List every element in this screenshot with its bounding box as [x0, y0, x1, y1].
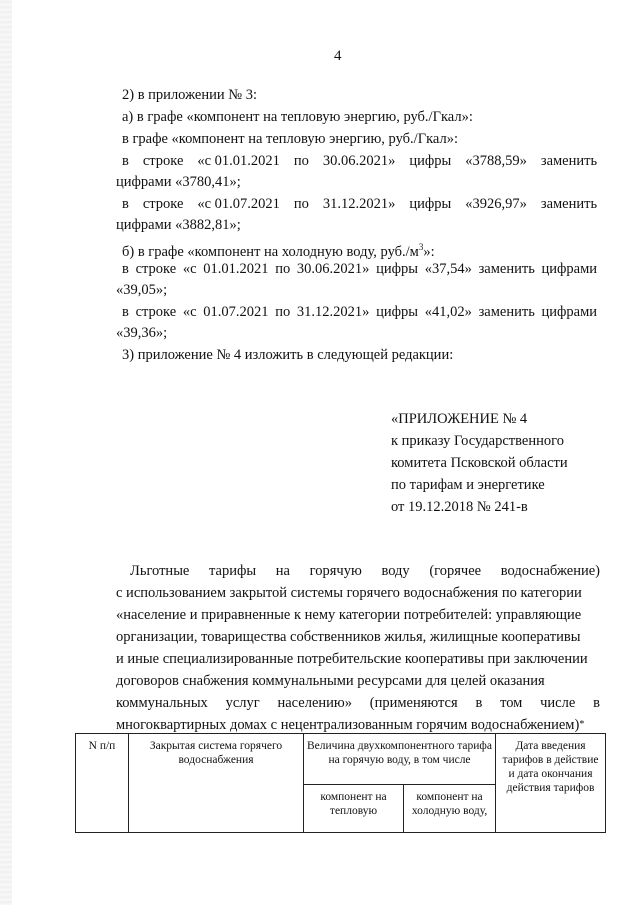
- appendix-line-4: по тарифам и энергетике: [391, 477, 545, 493]
- title-line-2: с использованием закрытой системы горячего водоснабжения по категории: [116, 585, 582, 601]
- col-thermal-subheader: компонент на тепловую: [304, 785, 404, 833]
- appendix-line-3: комитета Псковской области: [391, 455, 568, 471]
- title-line-6: договоров снабжения коммунальными ресурсами для целей оказания: [116, 673, 545, 689]
- col-dates-header: Дата введения тарифов в действие и дата окончания действия тарифов: [496, 734, 606, 833]
- appendix-header: [391, 408, 568, 518]
- row3-replacement: в строке «с 01.01.2021 по 30.06.2021» цифры «37,54» заменить цифрами: [122, 261, 598, 277]
- page-number: 4: [334, 48, 342, 64]
- title-line-8: многоквартирных домах с нецентрализованным горячим водоснабжением) *: [116, 714, 600, 736]
- row2-replacement: в строке «с 01.07.2021 по 31.12.2021» цифры «3926,97» заменить: [122, 196, 598, 212]
- title-line-7: коммунальных услуг населению» (применяются в том числе в: [116, 695, 600, 711]
- appendix-line-1: «ПРИЛОЖЕНИЕ № 4: [391, 411, 528, 427]
- item-2b: б) в графе «компонент на холодную воду, $руб./м^3$»:: [122, 242, 435, 260]
- item-2a-line2: в графе «компонент на тепловую энергию, руб./Гкал»:: [122, 131, 458, 147]
- tariff-table: [75, 733, 606, 833]
- appendix-line-2: к приказу Государственного: [391, 433, 564, 449]
- table-header-row: [76, 734, 606, 785]
- row3-replacement-cont: «39,05»;: [116, 282, 168, 298]
- title-line-1: Льготные тарифы на горячую воду (горячее водоснабжение): [130, 563, 600, 579]
- row1-replacement-cont: цифрами «3780,41»;: [116, 174, 241, 190]
- col-value-header: Величина двухкомпонентного тарифа на горячую воду, в том числе: [304, 734, 496, 785]
- row1-replacement: в строке «с 01.01.2021 по 30.06.2021» цифры «3788,59» заменить: [122, 153, 598, 169]
- title-line-3: «население и приравненные к нему категории потребителей: управляющие: [116, 607, 582, 623]
- footnote-star: *: [579, 719, 585, 730]
- item-2a-line1: а) в графе «компонент на тепловую энергию, руб./Гкал»:: [122, 109, 473, 125]
- appendix-line-5: от 19.12.2018 № 241-в: [391, 499, 528, 515]
- scan-edge-artifact: [0, 0, 12, 905]
- col-system-header: Закрытая система горячего водоснабжения: [129, 734, 304, 833]
- row4-replacement-cont: «39,36»;: [116, 325, 168, 341]
- row4-replacement: в строке «с 01.07.2021 по 31.12.2021» цифры «41,02» заменить цифрами: [122, 304, 598, 320]
- row2-replacement-cont: цифрами «3882,81»;: [116, 217, 241, 233]
- col-num-header: N п/п: [76, 734, 129, 833]
- item-2: 2) в приложении № 3:: [122, 87, 257, 103]
- title-line-5: и иные специализированные потребительские кооперативы при заключении: [116, 651, 588, 667]
- title-line-4: организации, товарищества собственников жилья, жилищные кооперативы: [116, 629, 581, 645]
- item-3: 3) приложение № 4 изложить в следующей редакции:: [122, 347, 454, 363]
- col-cold-subheader: компонент на холодную воду,: [404, 785, 496, 833]
- tariff-title: [116, 560, 600, 736]
